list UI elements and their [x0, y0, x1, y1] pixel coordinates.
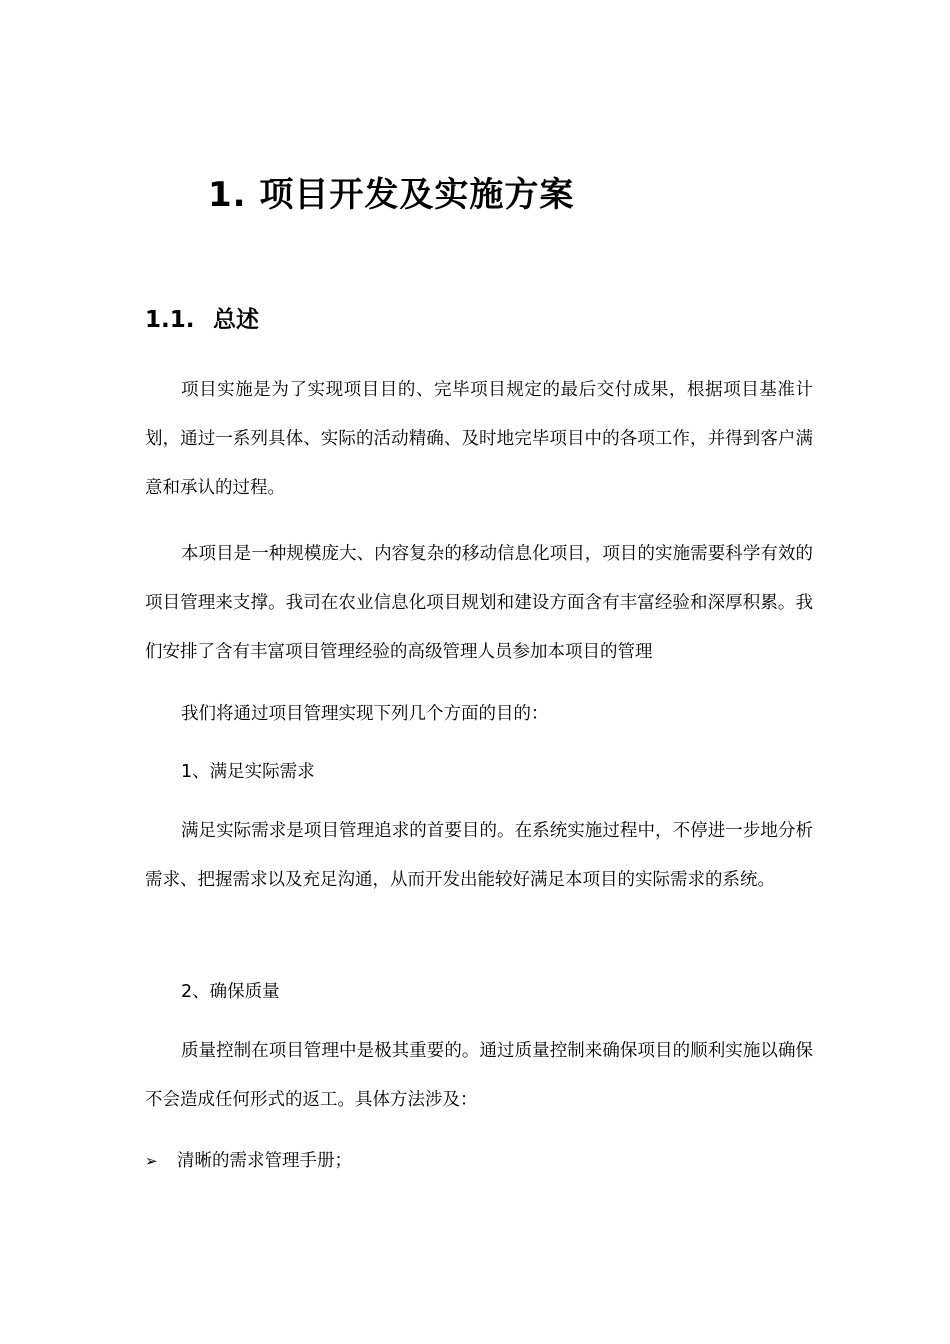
- item-heading-requirements: 1、满足实际需求: [181, 762, 315, 782]
- section-heading: [145, 303, 259, 337]
- section-title: 总述: [213, 307, 259, 333]
- arrow-bullet-icon: ➢: [145, 1152, 158, 1170]
- paragraph-quality: 质量控制在项目管理中是极其重要的。通过质量控制来确保项目的顺利实施以确保不会造成任何形式的返工。具体方法涉及：: [145, 1041, 813, 1110]
- paragraph-project-scope: 本项目是一种规模庞大、内容复杂的移动信息化项目，项目的实施需要科学有效的项目管理来支撑。我司在农业信息化项目规划和建设方面含有丰富经验和深厚积累。我们安排了含有丰富项目管理经验的高级管理人员参加本项目的管理: [145, 544, 813, 662]
- bullet-item: [145, 1137, 352, 1186]
- paragraph-overview: 项目实施是为了实现项目目的、完毕项目规定的最后交付成果，根据项目基准计划，通过一系列具体、实际的活动精确、及时地完毕项目中的各项工作，并得到客户满意和承认的过程。: [145, 380, 813, 498]
- section-number: 1.1.: [145, 307, 195, 333]
- paragraph-requirements: 满足实际需求是项目管理追求的首要目的。在系统实施过程中，不停进一步地分析需求、把握需求以及充足沟通，从而开发出能较好满足本项目的实际需求的系统。: [145, 821, 813, 890]
- paragraph-goals-intro: 我们将通过项目管理实现下列几个方面的目的：: [181, 704, 549, 724]
- document-title: 1. 项目开发及实施方案: [208, 175, 575, 215]
- item-heading-quality: 2、确保质量: [181, 982, 280, 1002]
- bullet-text: 清晰的需求管理手册；: [177, 1151, 352, 1171]
